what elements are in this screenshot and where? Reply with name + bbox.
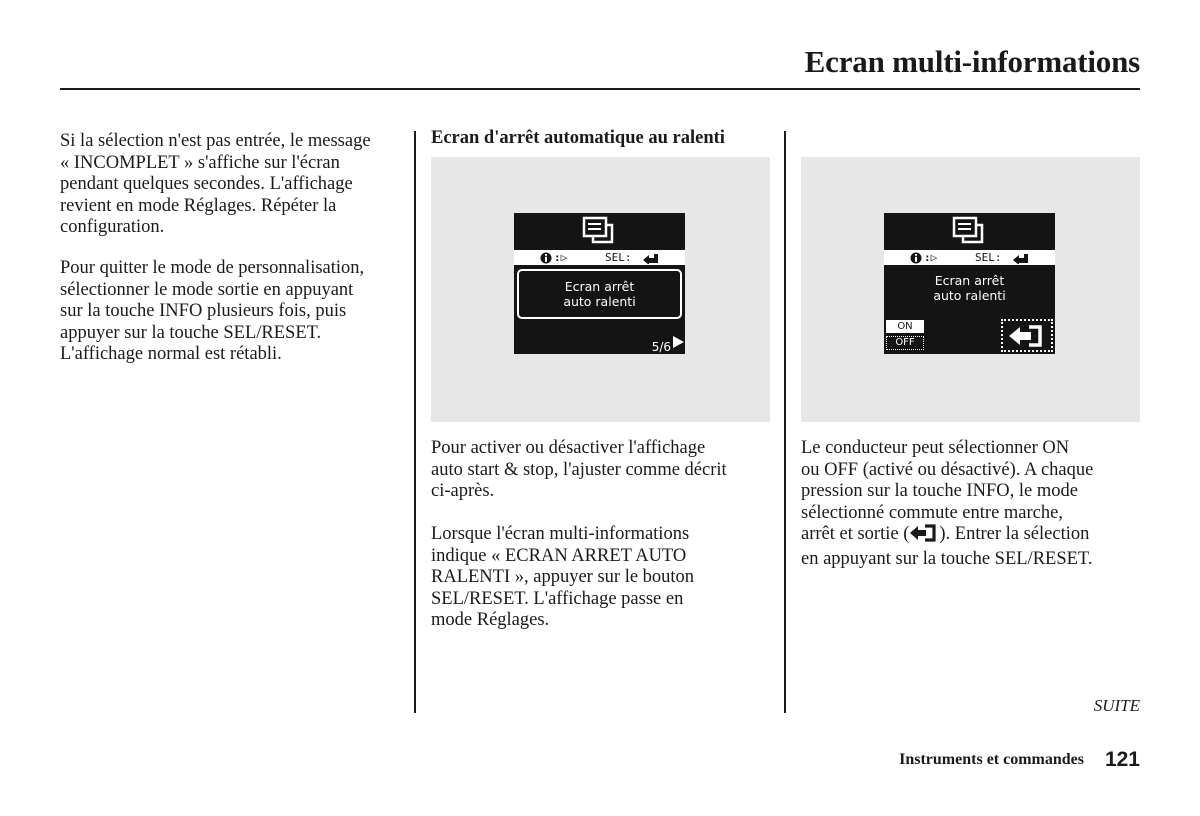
column-divider-2 [784, 131, 786, 713]
text-line: RALENTI », appuyer sur le bouton [431, 567, 695, 588]
text-line: en appuyant sur la touche SEL/RESET. [801, 548, 1093, 569]
column-divider-1 [414, 131, 416, 713]
col2-paragraph-1 [431, 438, 727, 503]
text-line: Le conducteur peut sélectionner ON [801, 438, 1070, 458]
display-screen [514, 213, 685, 354]
text-line: Lorsque l'écran multi-informations [431, 524, 690, 544]
text-line: appuyer sur la touche SEL/RESET. [60, 322, 322, 343]
text-line: auto start & stop, l'ajuster comme décrit [431, 459, 727, 480]
col1-paragraph-2 [60, 258, 364, 366]
sel-label: SEL: [975, 251, 1002, 264]
figure-screen-1 [431, 157, 770, 422]
screen-message [884, 273, 1055, 303]
screen-line-2: auto ralenti [563, 294, 636, 309]
col1-paragraph-1 [60, 131, 371, 239]
next-arrow-icon [673, 333, 684, 352]
text-line: mode Réglages. [431, 610, 550, 631]
multi-info-icon [952, 216, 988, 250]
enter-icon [643, 253, 659, 268]
text-line [801, 524, 1093, 549]
display-screen [884, 213, 1055, 354]
col2-paragraph-2 [431, 524, 694, 632]
info-icon [910, 252, 922, 268]
page-title: Ecran multi-informations [804, 44, 1140, 79]
screen-line-1: Ecran arrêt [564, 279, 635, 294]
text-line: sélectionner le mode sortie en appuyant [60, 279, 354, 300]
text-line: Si la sélection n'est pas entrée, le message [60, 131, 371, 151]
text-line: Pour activer ou désactiver l'affichage [431, 438, 706, 458]
screen-line-1: Ecran arrêt [934, 273, 1005, 288]
text-line: SEL/RESET. L'affichage passe en [431, 588, 684, 609]
text-line: pression sur la touche INFO, le mode [801, 481, 1078, 502]
text-line: ou OFF (activé ou désactivé). A chaque [801, 459, 1094, 480]
text-line: Pour quitter le mode de personnalisation, [60, 258, 365, 278]
text-line: L'affichage normal est rétabli. [60, 344, 282, 365]
text-line: configuration. [60, 217, 165, 238]
screen-control-bar [884, 250, 1055, 265]
text-segment: ). Entrer la sélection [939, 524, 1090, 545]
continued-label: SUITE [1093, 696, 1140, 715]
text-line: « INCOMPLET » s'affiche sur l'écran [60, 152, 340, 173]
option-on: ON [886, 320, 924, 333]
col3-paragraph-1 [801, 438, 1093, 571]
text-line: revient en mode Réglages. Répéter la [60, 195, 337, 216]
exit-icon [1007, 324, 1047, 348]
screen-control-bar [514, 250, 685, 265]
info-label: :▷ [554, 251, 568, 264]
figure-screen-2 [801, 157, 1140, 422]
footer-section-title: Instruments et commandes [899, 751, 1084, 768]
screen-message [514, 279, 685, 309]
text-line: sélectionné commute entre marche, [801, 502, 1063, 523]
exit-icon [909, 524, 939, 549]
page-number: 121 [1104, 748, 1140, 771]
exit-option [1001, 319, 1053, 352]
text-line: ci-après. [431, 481, 495, 502]
info-icon [540, 252, 552, 268]
info-label: :▷ [924, 251, 938, 264]
text-line: pendant quelques secondes. L'affichage [60, 174, 353, 195]
multi-info-icon [582, 216, 618, 250]
page-indicator: 5/6 [651, 340, 671, 354]
text-line: sur la touche INFO plusieurs fois, puis [60, 301, 347, 322]
screen-line-2: auto ralenti [933, 288, 1006, 303]
text-segment: arrêt et sortie ( [801, 524, 910, 545]
sel-label: SEL: [605, 251, 632, 264]
section-heading: Ecran d'arrêt automatique au ralenti [431, 128, 725, 148]
option-off: OFF [886, 336, 924, 350]
title-rule [60, 88, 1140, 90]
text-line: indique « ECRAN ARRET AUTO [431, 545, 687, 566]
enter-icon [1013, 253, 1029, 268]
